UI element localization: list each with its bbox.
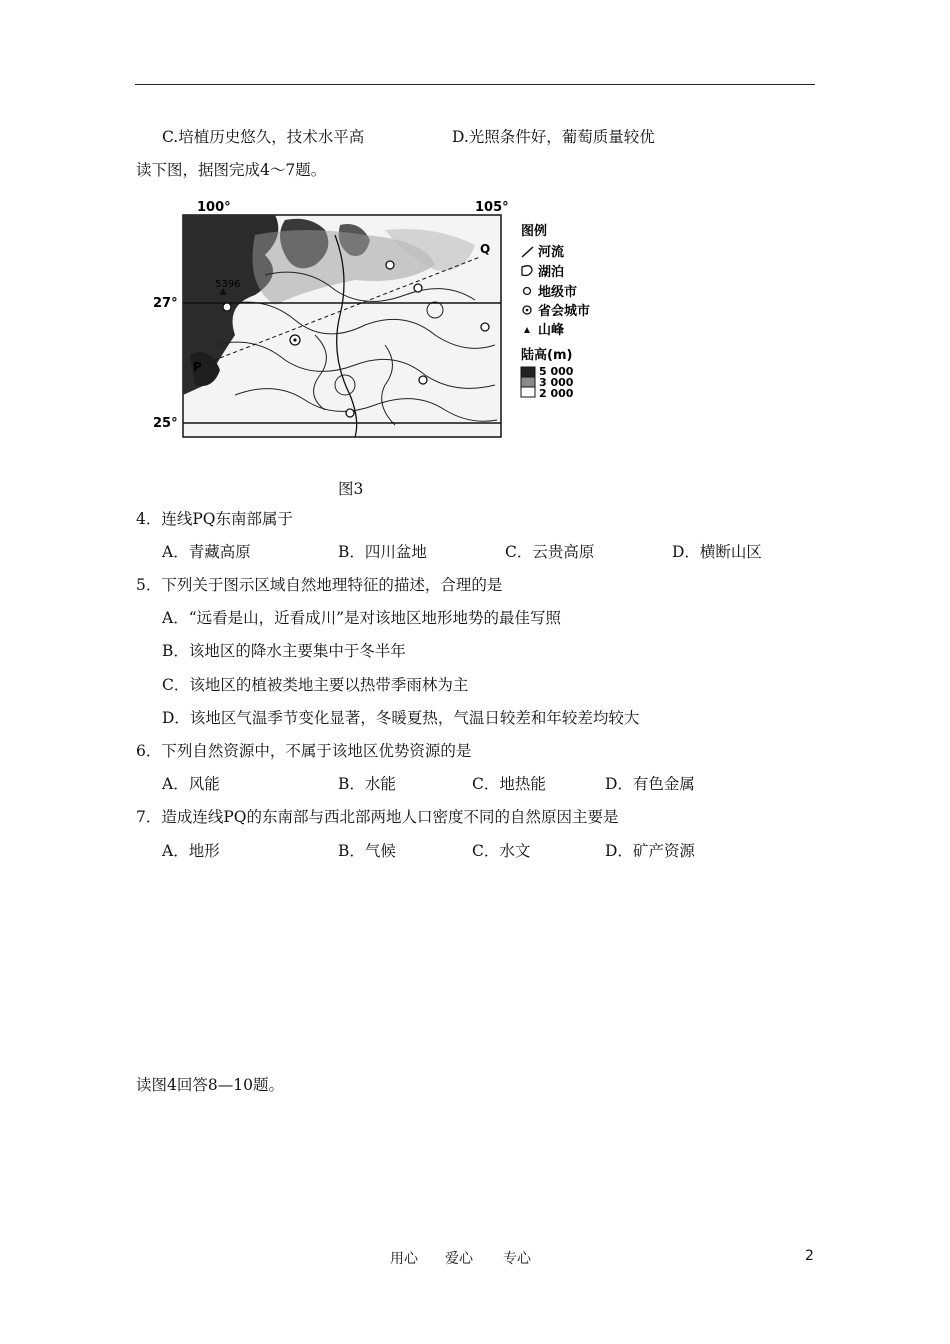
legend-peak-label: 山峰 <box>538 323 565 338</box>
question-7-option-d: D．矿产资源 <box>605 842 695 860</box>
question-7-option-a: A．地形 <box>162 842 220 860</box>
legend-elev-5000: 5 000 <box>539 365 574 378</box>
question-6-option-d: D．有色金属 <box>605 775 695 793</box>
legend-elev-2000-swatch <box>521 387 535 397</box>
question-7-stem: 7．造成连线PQ的东南部与西北部两地人口密度不同的自然原因主要是 <box>136 808 619 826</box>
lat-top-label: 27° <box>153 296 178 311</box>
legend-elev-3000: 3 000 <box>539 376 574 389</box>
legend-elev-5000-swatch <box>521 367 535 377</box>
lon-right-label: 105° <box>475 200 509 215</box>
legend-river-icon <box>522 247 533 257</box>
legend-city-label: 地级市 <box>538 285 578 300</box>
intro-text-1: 读下图，据图完成4～7题。 <box>136 161 327 179</box>
city-marker <box>481 323 489 331</box>
legend-city-icon <box>524 288 531 295</box>
city-marker <box>223 303 231 311</box>
topographic-map <box>135 195 615 457</box>
point-q-label: Q <box>480 242 491 256</box>
intro-text-2: 读图4回答8—10题。 <box>136 1076 284 1094</box>
footer-word-1: 用心 <box>390 1251 418 1267</box>
option-c-prev: C.培植历史悠久，技术水平高 <box>162 128 365 146</box>
question-5-option-a: A．“远看是山，近看成川”是对该地区地形地势的最佳写照 <box>162 609 562 627</box>
city-marker <box>386 261 394 269</box>
question-4-option-b: B．四川盆地 <box>338 543 427 561</box>
legend-lake-icon <box>522 266 532 276</box>
question-7-option-b: B．气候 <box>338 842 396 860</box>
header-rule <box>135 84 815 85</box>
city-marker <box>414 284 422 292</box>
question-6-stem: 6．下列自然资源中，不属于该地区优势资源的是 <box>136 742 472 760</box>
question-5-option-b: B．该地区的降水主要集中于冬半年 <box>162 642 406 660</box>
lat-bottom-label: 25° <box>153 416 178 431</box>
question-6-option-a: A．风能 <box>162 775 220 793</box>
question-4-option-c: C．云贵高原 <box>505 543 595 561</box>
page-number: 2 <box>805 1248 814 1264</box>
peak-label: 5396 <box>215 279 241 290</box>
question-6-option-c: C．地热能 <box>472 775 546 793</box>
legend-capital-label: 省会城市 <box>538 304 591 319</box>
point-p-label: P <box>193 360 202 374</box>
legend-lake-label: 湖泊 <box>538 265 565 280</box>
question-7-option-c: C．水文 <box>472 842 531 860</box>
legend-peak-icon <box>524 327 530 333</box>
legend-elev-2000: 2 000 <box>539 387 574 400</box>
question-5-option-d: D．该地区气温季节变化显著，冬暖夏热，气温日较差和年较差均较大 <box>162 709 640 727</box>
city-marker <box>346 409 354 417</box>
option-d-prev: D.光照条件好，葡萄质量较优 <box>452 128 655 146</box>
lon-left-label: 100° <box>197 200 231 215</box>
map-legend <box>521 223 590 400</box>
footer-word-2: 爱心 <box>445 1251 473 1267</box>
city-marker <box>419 376 427 384</box>
question-6-option-b: B．水能 <box>338 775 396 793</box>
legend-elevation-title: 陆高(m) <box>521 348 573 363</box>
question-5-option-c: C．该地区的植被类地主要以热带季雨林为主 <box>162 676 469 694</box>
figure-caption: 图3 <box>338 480 364 498</box>
question-4-option-a: A．青藏高原 <box>162 543 251 561</box>
footer-word-3: 专心 <box>503 1251 531 1267</box>
question-4-option-d: D．横断山区 <box>672 543 762 561</box>
legend-river-label: 河流 <box>538 245 565 260</box>
legend-elev-3000-swatch <box>521 377 535 387</box>
question-5-stem: 5．下列关于图示区域自然地理特征的描述，合理的是 <box>136 576 503 594</box>
question-4-stem: 4．连线PQ东南部属于 <box>136 510 293 528</box>
legend-title: 图例 <box>521 224 548 239</box>
